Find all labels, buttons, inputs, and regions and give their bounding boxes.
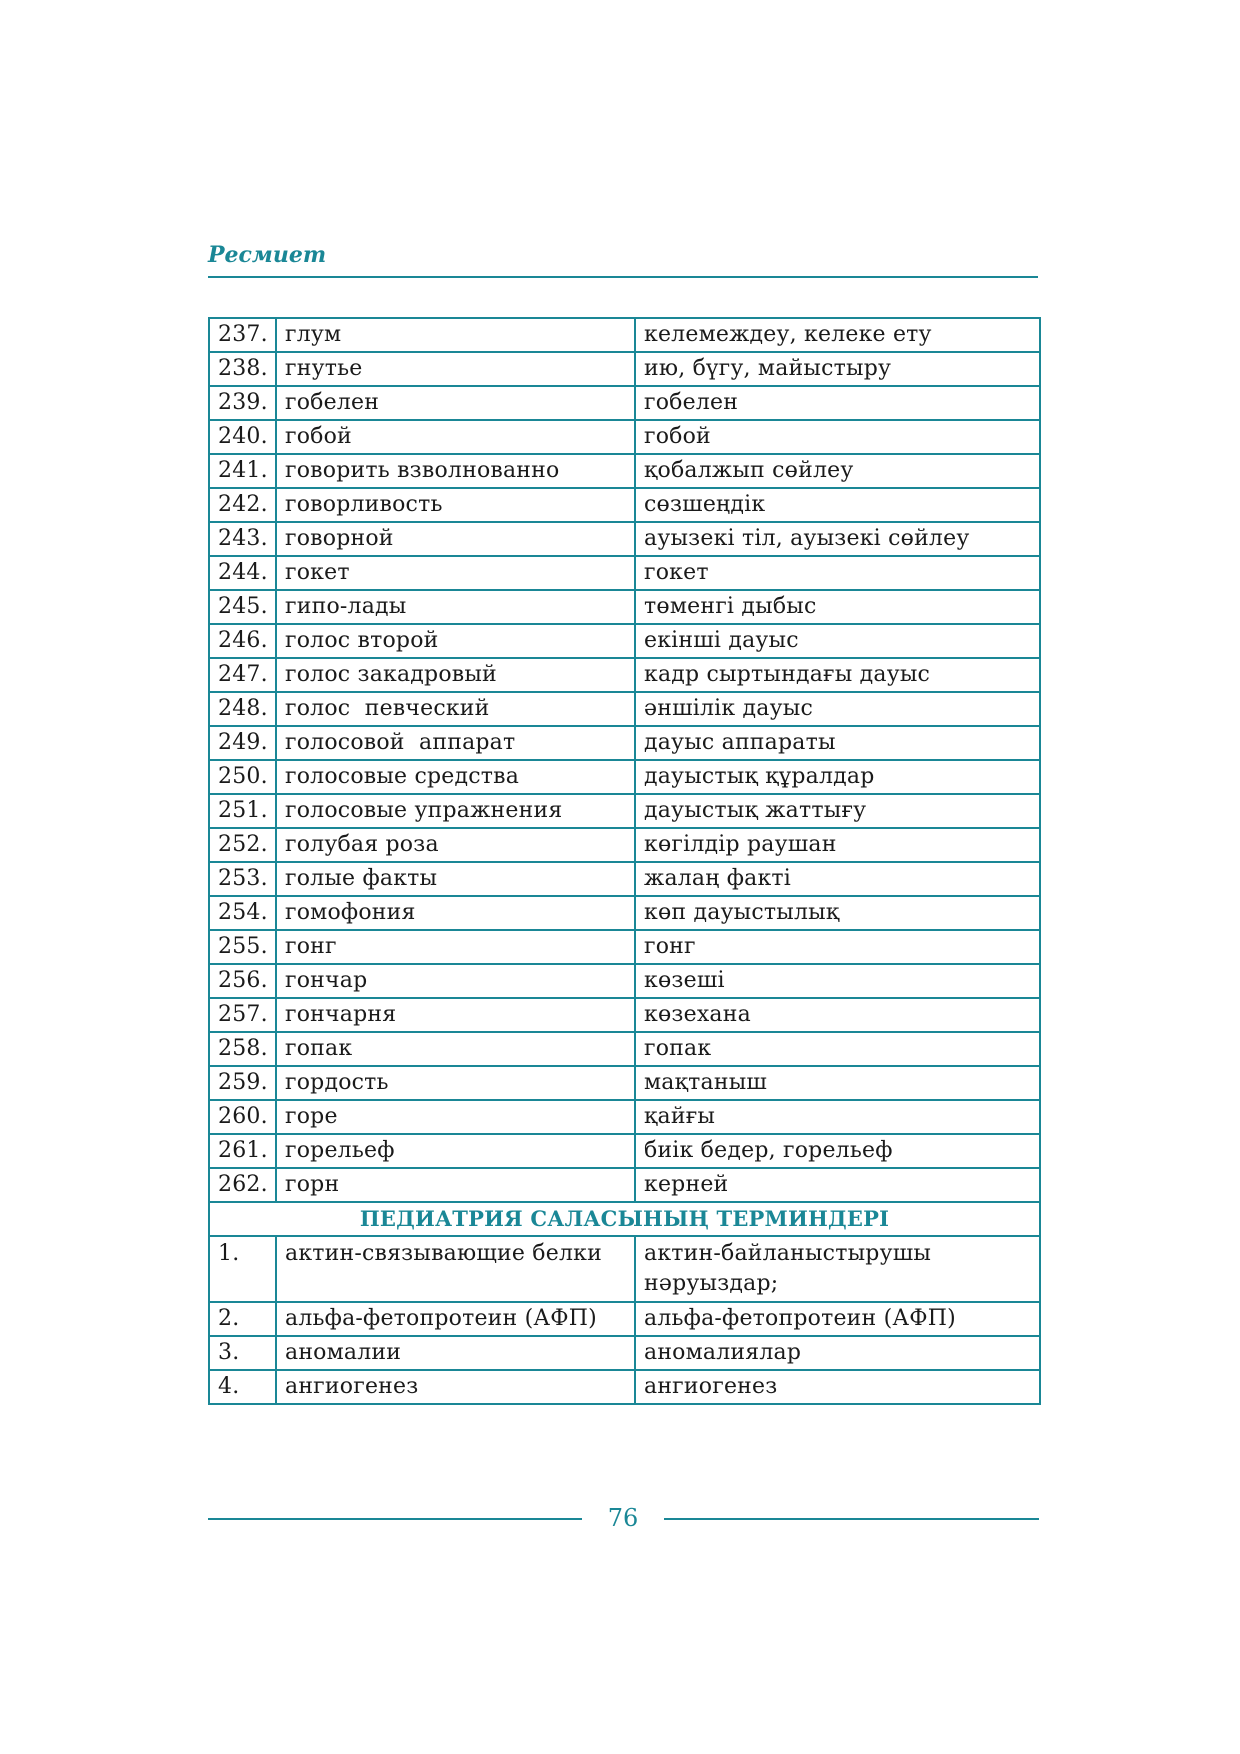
russian-term: говорной	[276, 522, 635, 556]
russian-term: голосовые средства	[276, 760, 635, 794]
table-row	[209, 1134, 1040, 1168]
entry-number: 251.	[209, 794, 276, 828]
entry-number: 241.	[209, 454, 276, 488]
russian-term: гончарня	[276, 998, 635, 1032]
kazakh-term: келемеждеу, келеке ету	[635, 318, 1040, 352]
entry-number: 248.	[209, 692, 276, 726]
table-row	[209, 556, 1040, 590]
russian-term: голос второй	[276, 624, 635, 658]
table-row	[209, 420, 1040, 454]
russian-term: гордость	[276, 1066, 635, 1100]
header-divider	[208, 276, 1038, 278]
page-number: 76	[607, 1504, 639, 1532]
table-row	[209, 862, 1040, 896]
kazakh-term: қайғы	[635, 1100, 1040, 1134]
entry-number: 258.	[209, 1032, 276, 1066]
table-row	[209, 930, 1040, 964]
table-row	[209, 1336, 1040, 1370]
kazakh-term: төменгі дыбыс	[635, 590, 1040, 624]
entry-number: 245.	[209, 590, 276, 624]
russian-term: гокет	[276, 556, 635, 590]
table-row	[209, 488, 1040, 522]
kazakh-term: әншілік дауыс	[635, 692, 1040, 726]
entry-number: 260.	[209, 1100, 276, 1134]
table-row	[209, 1032, 1040, 1066]
entry-number: 4.	[209, 1370, 276, 1404]
kazakh-term: қобалжып сөйлеу	[635, 454, 1040, 488]
kazakh-term: биік бедер, горельеф	[635, 1134, 1040, 1168]
section-heading-row	[209, 1202, 1040, 1236]
table-row	[209, 828, 1040, 862]
table-row	[209, 590, 1040, 624]
table-row	[209, 522, 1040, 556]
kazakh-term: гобелен	[635, 386, 1040, 420]
russian-term: глум	[276, 318, 635, 352]
kazakh-term: гобой	[635, 420, 1040, 454]
kazakh-term: мақтаныш	[635, 1066, 1040, 1100]
russian-term: гипо-лады	[276, 590, 635, 624]
kazakh-term: көзеші	[635, 964, 1040, 998]
russian-term: голые факты	[276, 862, 635, 896]
kazakh-term: керней	[635, 1168, 1040, 1202]
russian-term: гончар	[276, 964, 635, 998]
kazakh-term: аномалиялар	[635, 1336, 1040, 1370]
table-row	[209, 726, 1040, 760]
entry-number: 238.	[209, 352, 276, 386]
entry-number: 259.	[209, 1066, 276, 1100]
table-row	[209, 1302, 1040, 1336]
entry-number: 256.	[209, 964, 276, 998]
russian-term: голос певческий	[276, 692, 635, 726]
russian-term: горе	[276, 1100, 635, 1134]
entry-number: 254.	[209, 896, 276, 930]
kazakh-term: көп дауыстылық	[635, 896, 1040, 930]
entry-number: 261.	[209, 1134, 276, 1168]
section-heading: ПЕДИАТРИЯ САЛАСЫНЫҢ ТЕРМИНДЕРІ	[209, 1202, 1040, 1236]
kazakh-term: көгілдір раушан	[635, 828, 1040, 862]
entry-number: 249.	[209, 726, 276, 760]
kazakh-term: ангиогенез	[635, 1370, 1040, 1404]
russian-term: говорливость	[276, 488, 635, 522]
russian-term: горельеф	[276, 1134, 635, 1168]
kazakh-term: гопак	[635, 1032, 1040, 1066]
russian-term: ангиогенез	[276, 1370, 635, 1404]
russian-term: гонг	[276, 930, 635, 964]
russian-term: аномалии	[276, 1336, 635, 1370]
entry-number: 1.	[209, 1236, 276, 1302]
entry-number: 2.	[209, 1302, 276, 1336]
entry-number: 239.	[209, 386, 276, 420]
footer-divider-left	[208, 1518, 582, 1520]
entry-number: 3.	[209, 1336, 276, 1370]
table-row	[209, 998, 1040, 1032]
table-row	[209, 1370, 1040, 1404]
entry-number: 262.	[209, 1168, 276, 1202]
table-row	[209, 760, 1040, 794]
russian-term: гобой	[276, 420, 635, 454]
entry-number: 247.	[209, 658, 276, 692]
kazakh-term: көзехана	[635, 998, 1040, 1032]
russian-term: голос закадровый	[276, 658, 635, 692]
kazakh-term: ию, бүгу, майыстыру	[635, 352, 1040, 386]
entry-number: 244.	[209, 556, 276, 590]
footer-divider-right	[664, 1518, 1039, 1520]
table-row	[209, 964, 1040, 998]
kazakh-term: жалаң факті	[635, 862, 1040, 896]
table-row	[209, 896, 1040, 930]
russian-term: альфа-фетопротеин (АФП)	[276, 1302, 635, 1336]
entry-number: 240.	[209, 420, 276, 454]
table-row	[209, 318, 1040, 352]
entry-number: 237.	[209, 318, 276, 352]
russian-term: актин-связывающие белки	[276, 1236, 635, 1302]
kazakh-term: екінші дауыс	[635, 624, 1040, 658]
table-row	[209, 624, 1040, 658]
entry-number: 255.	[209, 930, 276, 964]
table-row	[209, 794, 1040, 828]
table-row	[209, 1236, 1040, 1302]
table-row	[209, 386, 1040, 420]
kazakh-term: сөзшеңдік	[635, 488, 1040, 522]
kazakh-term: альфа-фетопротеин (АФП)	[635, 1302, 1040, 1336]
entry-number: 242.	[209, 488, 276, 522]
kazakh-term: дауыстық жаттығу	[635, 794, 1040, 828]
russian-term: гнутье	[276, 352, 635, 386]
russian-term: голосовой аппарат	[276, 726, 635, 760]
entry-number: 243.	[209, 522, 276, 556]
russian-term: гопак	[276, 1032, 635, 1066]
entry-number: 257.	[209, 998, 276, 1032]
russian-term: голосовые упражнения	[276, 794, 635, 828]
entry-number: 250.	[209, 760, 276, 794]
kazakh-term: гонг	[635, 930, 1040, 964]
russian-term: гобелен	[276, 386, 635, 420]
kazakh-term: гокет	[635, 556, 1040, 590]
table-row	[209, 454, 1040, 488]
running-header: Ресмиет	[208, 242, 327, 268]
table-row	[209, 1100, 1040, 1134]
entry-number: 253.	[209, 862, 276, 896]
russian-term: говорить взволнованно	[276, 454, 635, 488]
glossary-table	[208, 317, 1041, 1405]
entry-number: 252.	[209, 828, 276, 862]
kazakh-term: кадр сыртындағы дауыс	[635, 658, 1040, 692]
table-row	[209, 658, 1040, 692]
russian-term: горн	[276, 1168, 635, 1202]
kazakh-term: актин-байланыстырушы нәруыздар;	[635, 1236, 1040, 1302]
table-row	[209, 1066, 1040, 1100]
kazakh-term: дауыстық құралдар	[635, 760, 1040, 794]
kazakh-term: ауызекі тіл, ауызекі сөйлеу	[635, 522, 1040, 556]
table-row	[209, 352, 1040, 386]
table-row	[209, 692, 1040, 726]
kazakh-term: дауыс аппараты	[635, 726, 1040, 760]
entry-number: 246.	[209, 624, 276, 658]
russian-term: гомофония	[276, 896, 635, 930]
table-row	[209, 1168, 1040, 1202]
russian-term: голубая роза	[276, 828, 635, 862]
